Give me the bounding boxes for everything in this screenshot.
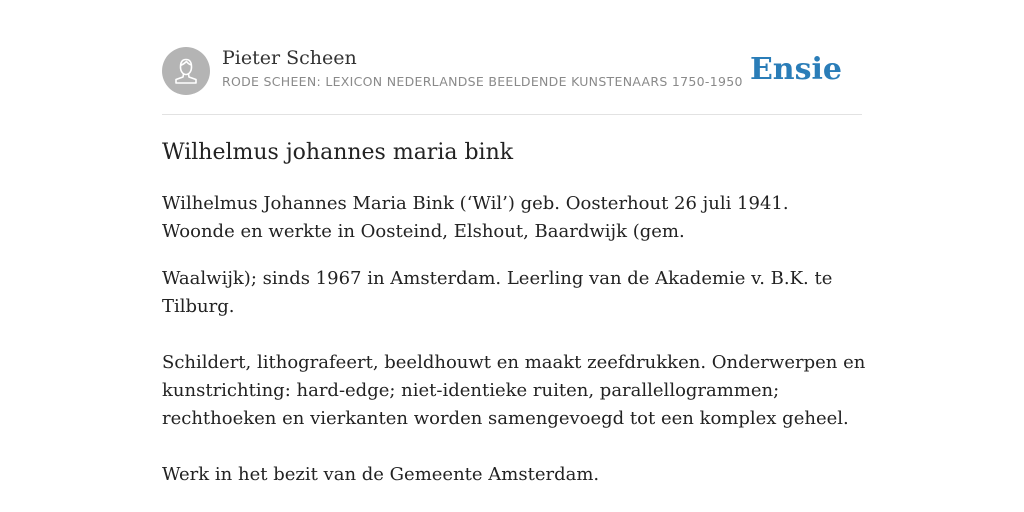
article-paragraph: Schildert, lithografeert, beeldhouwt en maakt zeefdrukken. Onderwerpen en kunstrichting: hard-edge; niet-identieke ruiten, parallellogrammen; rechthoeken en vierkanten worden samengevoegd tot een komplex geheel. (162, 352, 866, 429)
source-title: RODE SCHEEN: LEXICON NEDERLANDSE BEELDENDE KUNSTENAARS 1750-1950 (222, 74, 743, 89)
article-paragraph: Werk in het bezit van de Gemeente Amsterdam. (162, 464, 600, 485)
article-paragraph: Wilhelmus Johannes Maria Bink (‘Wil’) geb. Oosterhout 26 juli 1941. Woonde en werkte in Oosteind, Elshout, Baardwijk (gem. (162, 193, 789, 242)
author-name[interactable]: Pieter Scheen (222, 47, 357, 69)
user-placeholder-icon (162, 47, 210, 95)
article-paragraph: Waalwijk); sinds 1967 in Amsterdam. Leerling van de Akademie v. B.K. te Tilburg. (162, 268, 833, 317)
author-header (162, 46, 862, 115)
brand-logo[interactable]: Ensie (749, 52, 842, 87)
avatar[interactable] (162, 47, 210, 95)
article (162, 138, 867, 489)
article-title: Wilhelmus johannes maria bink (162, 140, 514, 165)
